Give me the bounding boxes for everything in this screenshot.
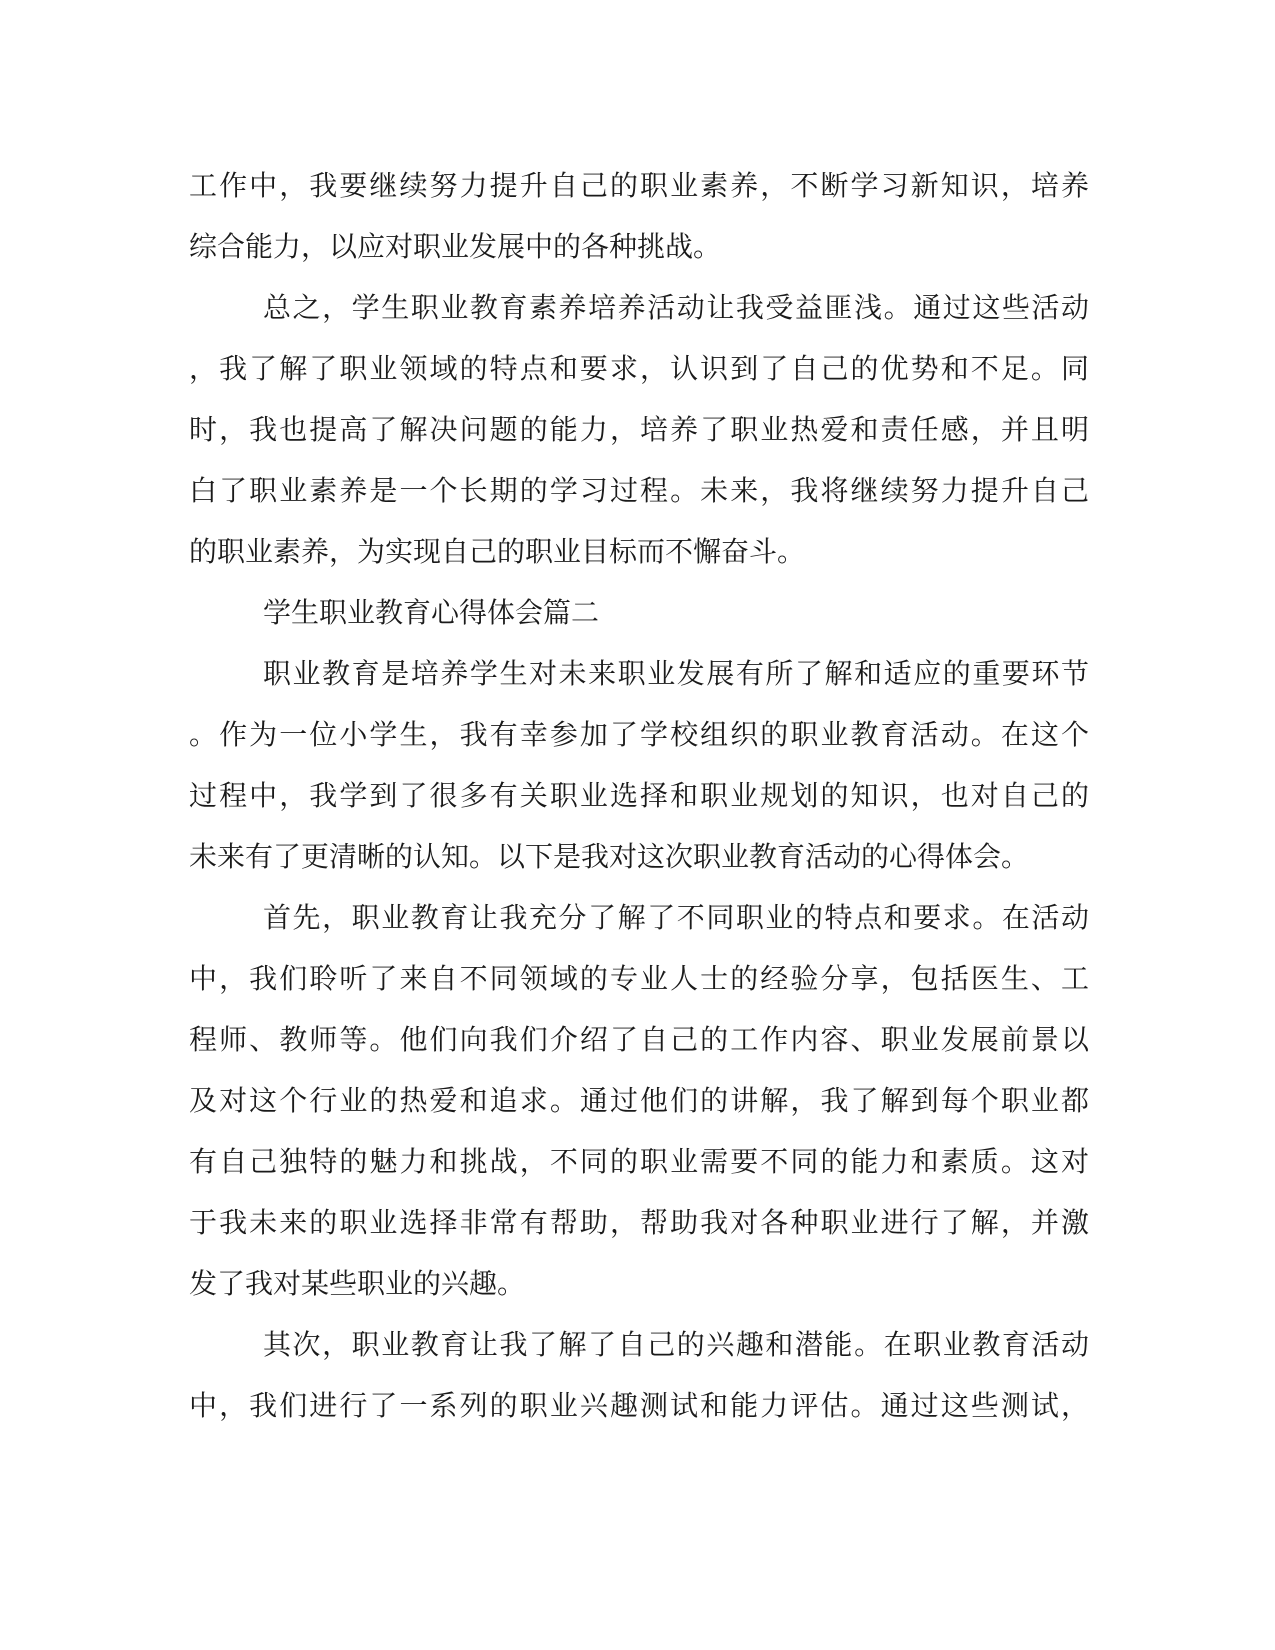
text-line: 时，我也提高了解决问题的能力，培养了职业热爱和责任感，并且明: [189, 413, 1089, 446]
text-line: 白了职业素养是一个长期的学习过程。未来，我将继续努力提升自己: [189, 474, 1089, 507]
text-line: 工作中，我要继续努力提升自己的职业素养，不断学习新知识，培养: [189, 169, 1089, 202]
text-line: 有自己独特的魅力和挑战，不同的职业需要不同的能力和素质。这对: [189, 1145, 1089, 1178]
text-line: 的职业素养，为实现自己的职业目标而不懈奋斗。: [189, 535, 806, 568]
text-line: 于我未来的职业选择非常有帮助，帮助我对各种职业进行了解，并激: [189, 1206, 1089, 1239]
text-line: 总之，学生职业教育素养培养活动让我受益匪浅。通过这些活动: [263, 291, 1089, 324]
text-line: 发了我对某些职业的兴趣。: [189, 1267, 526, 1300]
text-line: 综合能力，以应对职业发展中的各种挑战。: [189, 230, 722, 263]
text-line: 职业教育是培养学生对未来职业发展有所了解和适应的重要环节: [263, 657, 1089, 690]
text-line: 程师、教师等。他们向我们介绍了自己的工作内容、职业发展前景以: [189, 1023, 1089, 1056]
text-line: 首先，职业教育让我充分了解了不同职业的特点和要求。在活动: [263, 901, 1089, 934]
text-line: 及对这个行业的热爱和追求。通过他们的讲解，我了解到每个职业都: [189, 1084, 1089, 1117]
text-line: 过程中，我学到了很多有关职业选择和职业规划的知识，也对自己的: [189, 779, 1089, 812]
text-line: 中，我们聆听了来自不同领域的专业人士的经验分享，包括医生、工: [189, 962, 1089, 995]
text-line: 。作为一位小学生，我有幸参加了学校组织的职业教育活动。在这个: [189, 718, 1089, 751]
document-body: [189, 155, 1089, 1436]
text-line: 未来有了更清晰的认知。以下是我对这次职业教育活动的心得体会。: [189, 840, 1030, 873]
section-heading: 学生职业教育心得体会篇二: [263, 596, 600, 629]
text-line: 中，我们进行了一系列的职业兴趣测试和能力评估。通过这些测试，: [189, 1389, 1089, 1422]
text-line: 其次，职业教育让我了解了自己的兴趣和潜能。在职业教育活动: [263, 1328, 1089, 1361]
text-line: ，我了解了职业领域的特点和要求，认识到了自己的优势和不足。同: [189, 352, 1089, 385]
